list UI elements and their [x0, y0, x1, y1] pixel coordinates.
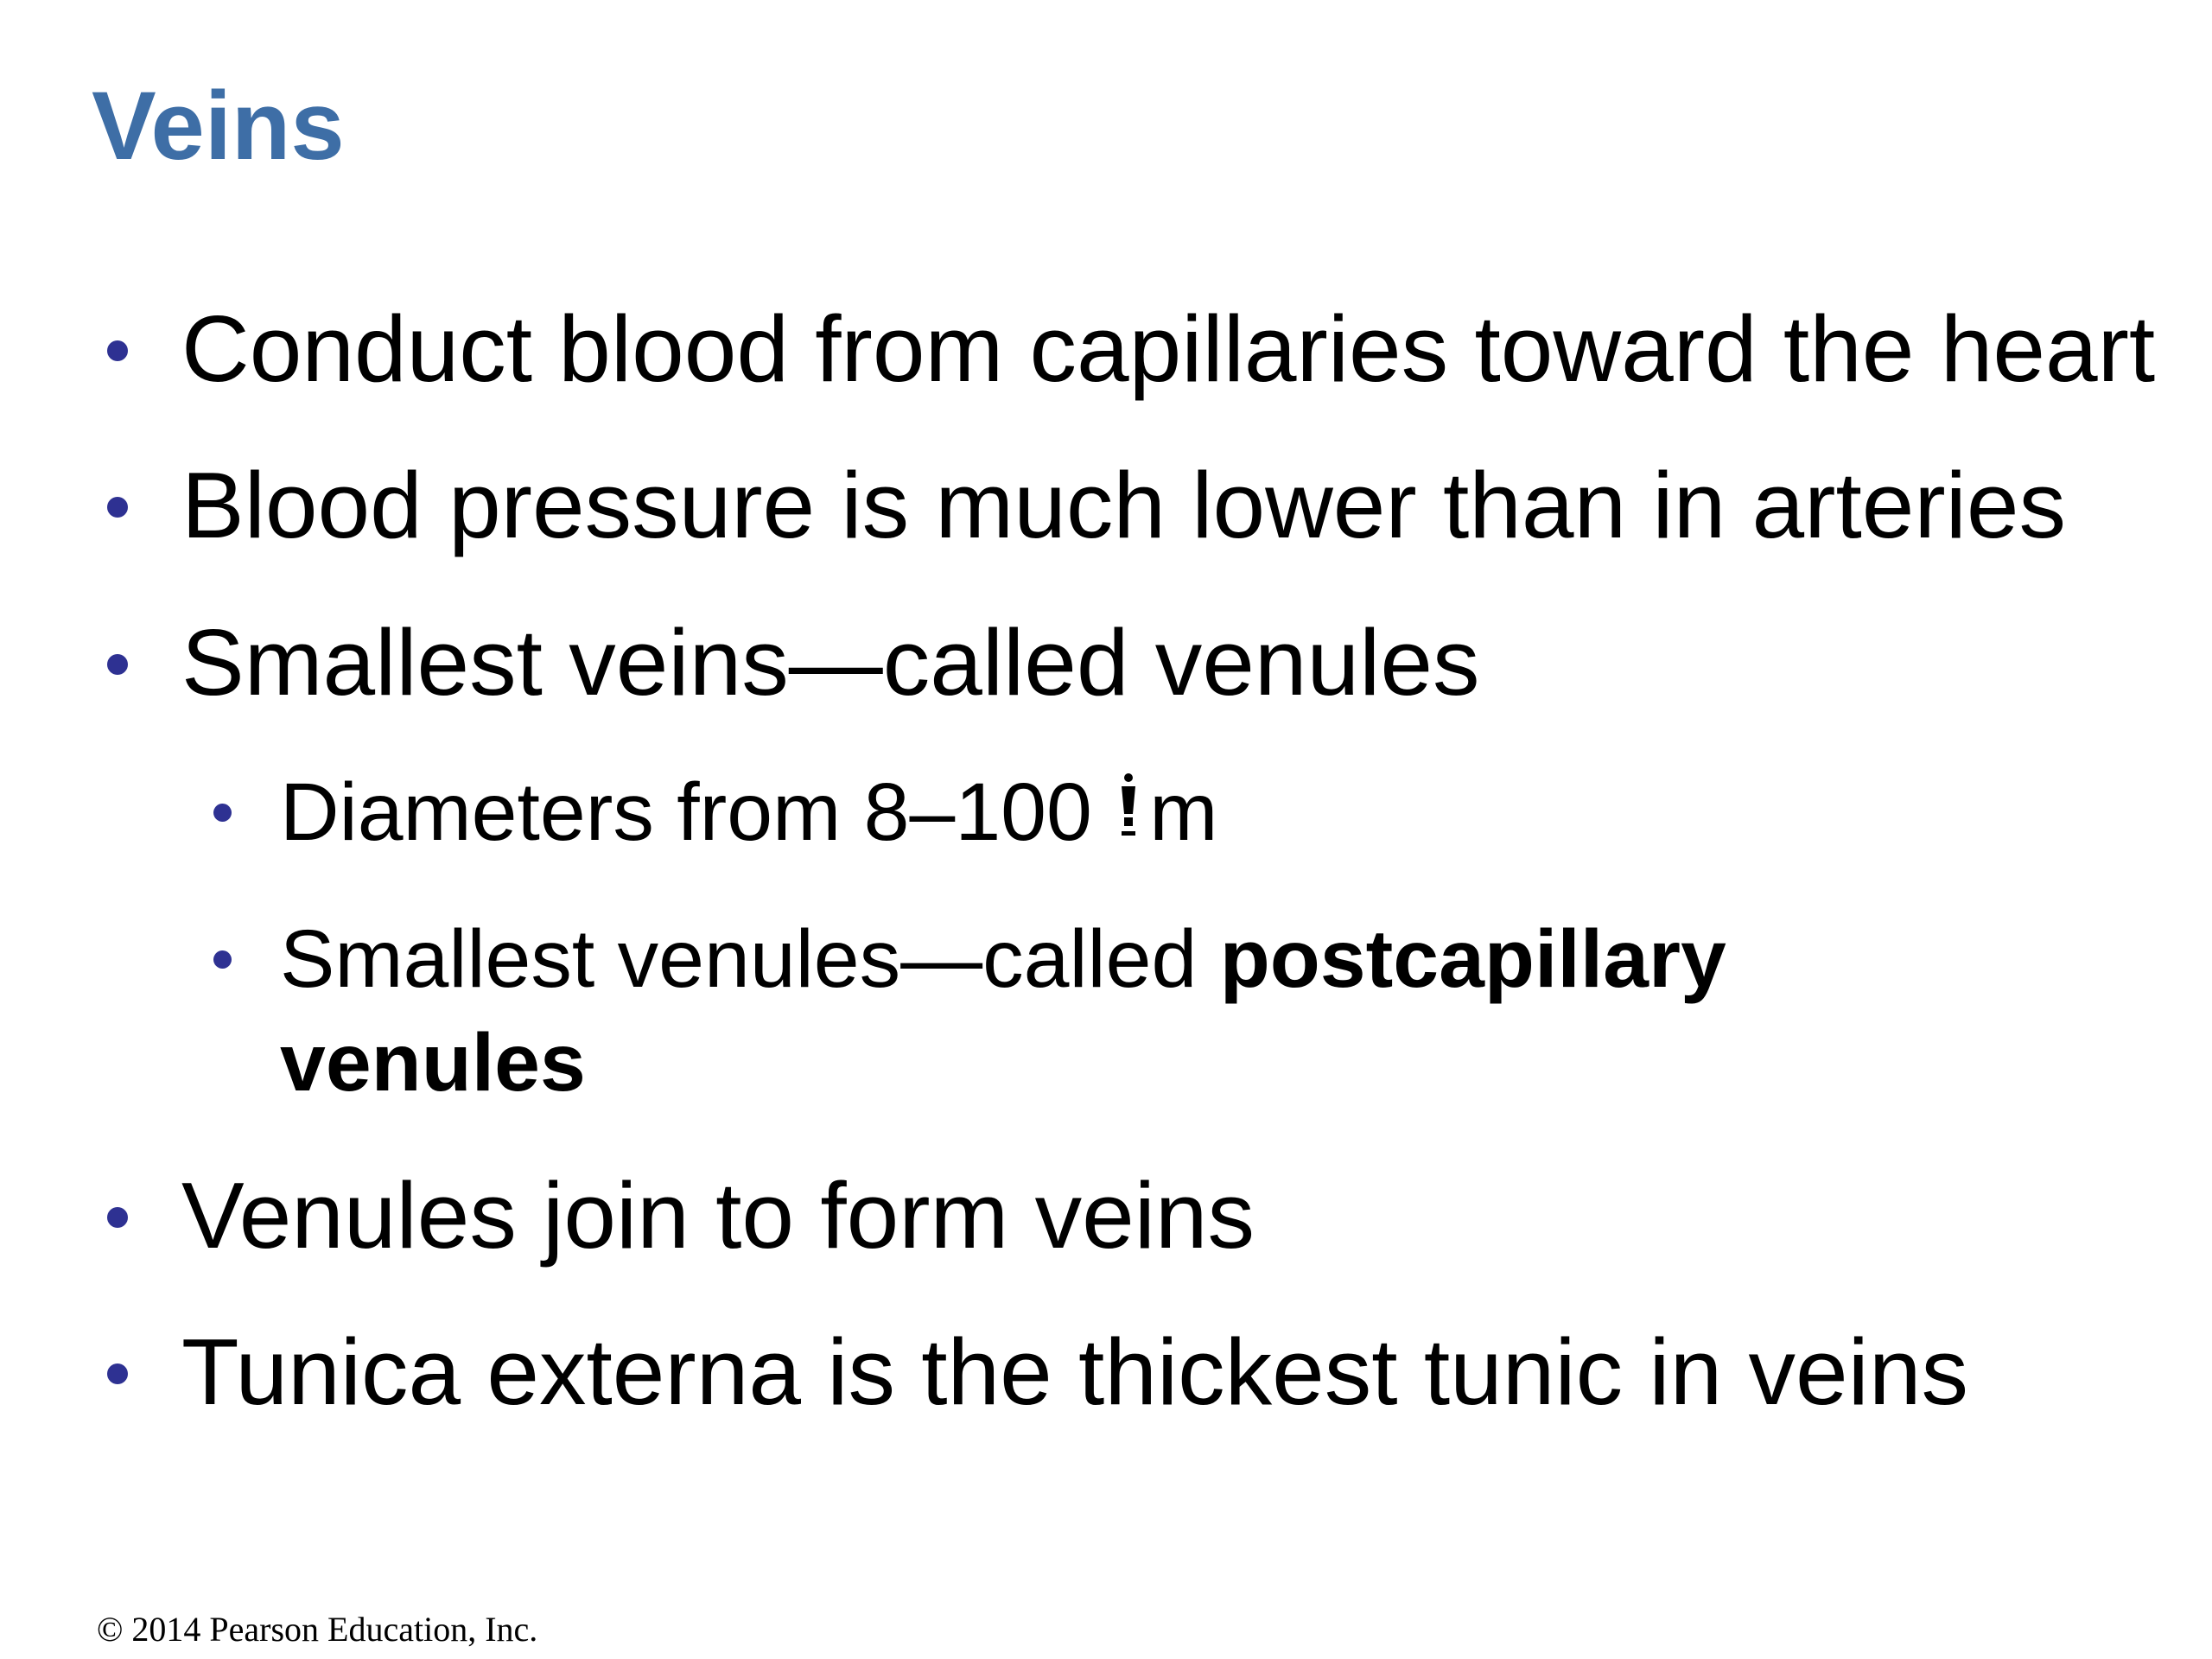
bullet-dot-icon [107, 1207, 128, 1228]
bullet-text: Venules join to form veins [181, 1163, 1255, 1268]
bullet-dot-icon [213, 950, 232, 969]
mu-glyph-icon [1115, 771, 1149, 840]
sub-bullet-item [280, 907, 1726, 1011]
bullet-text: Diameters from 8–100 [280, 766, 1116, 858]
copyright-footer: © 2014 Pearson Education, Inc. [97, 1610, 538, 1649]
bullet-text: Smallest venules—called [280, 913, 1220, 1005]
bullet-text: Blood pressure is much lower than in arteries [181, 453, 2067, 558]
bold-term: postcapillary [1219, 913, 1726, 1005]
bullet-item [181, 296, 2155, 403]
slide-title: Veins [92, 72, 345, 180]
bullet-text: Tunica externa is the thickest tunic in veins [181, 1319, 1968, 1425]
bold-term-continuation: venules [280, 1017, 586, 1109]
unit-text: m [1149, 766, 1218, 858]
sub-bullet-item [280, 760, 1217, 864]
bullet-dot-icon [213, 804, 232, 822]
bullet-dot-icon [107, 654, 128, 675]
bullet-dot-icon [107, 497, 128, 518]
bullet-text: Conduct blood from capillaries toward the heart [181, 296, 2156, 402]
bullet-item [181, 1319, 1968, 1426]
bullet-dot-icon [107, 340, 128, 361]
bullet-item [181, 609, 1479, 716]
bullet-dot-icon [107, 1363, 128, 1384]
bullet-text: Smallest veins—called venules [181, 610, 1480, 715]
bullet-item [181, 452, 2066, 559]
bullet-item [181, 1162, 1255, 1269]
